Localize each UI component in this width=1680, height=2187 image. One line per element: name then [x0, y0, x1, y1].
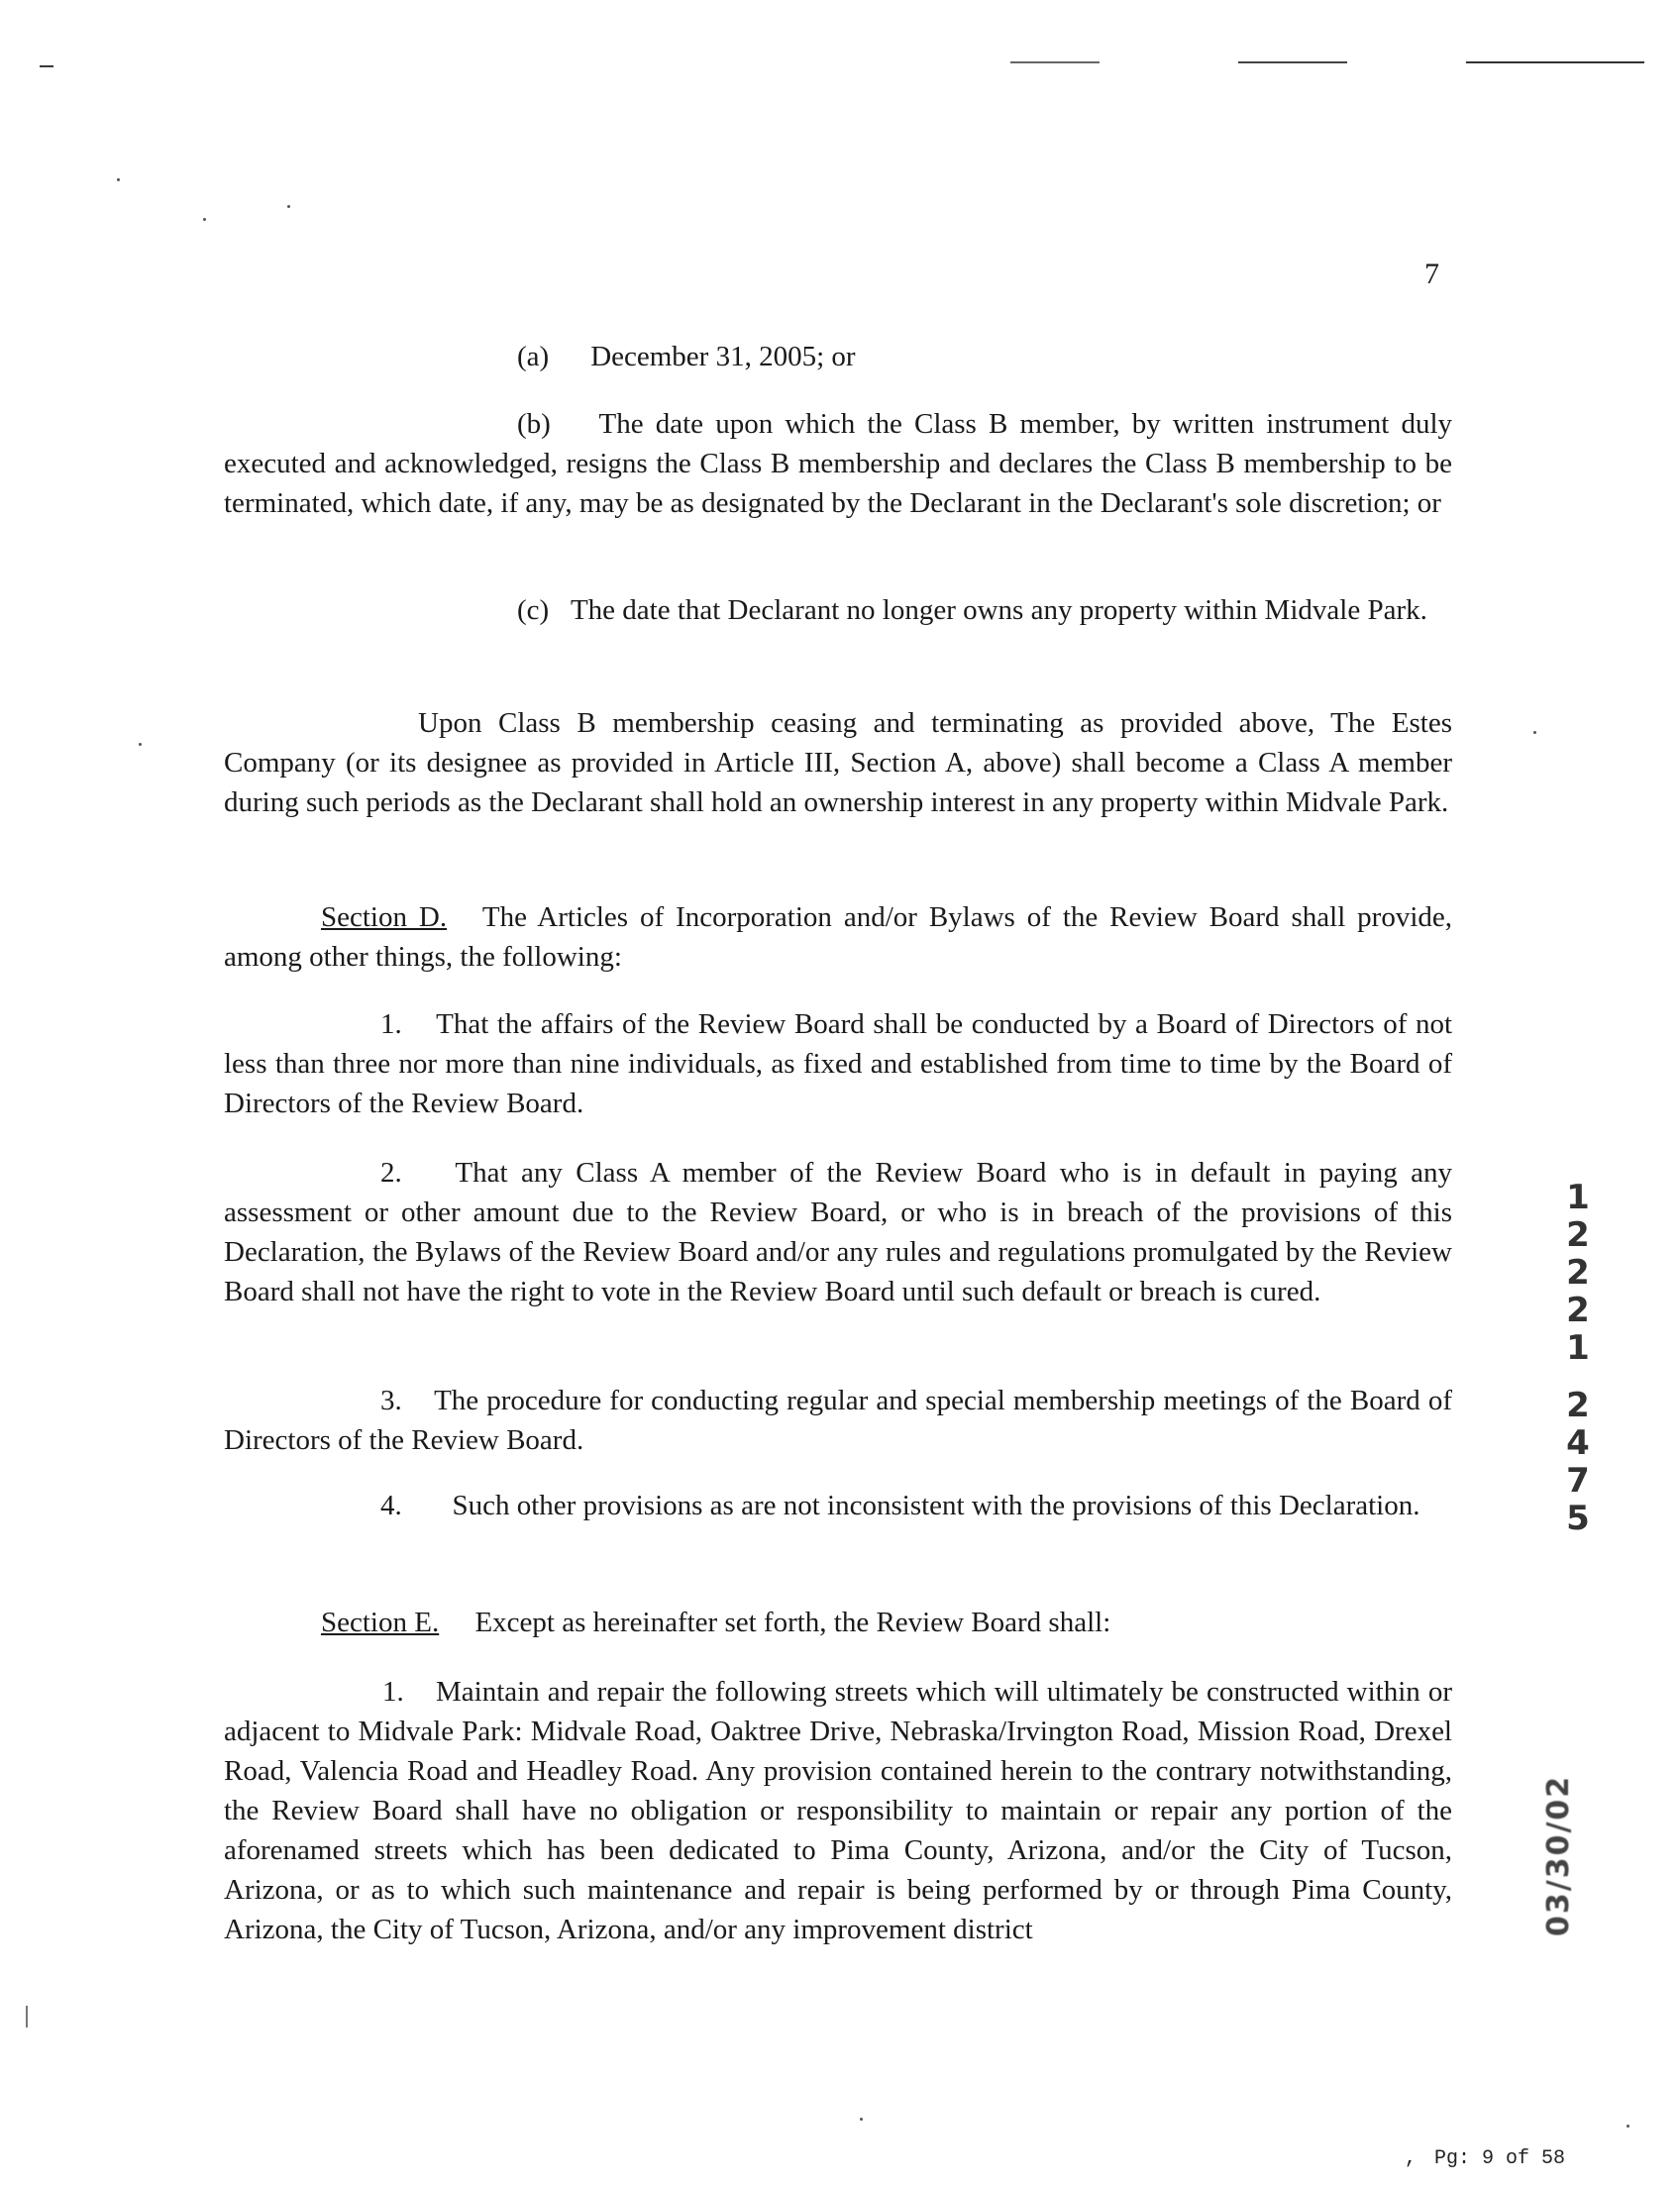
section-d-item-4: [224, 1486, 1452, 1525]
item-a-label: (a): [517, 341, 550, 372]
scan-speck: [203, 218, 206, 221]
section-e-item-1: [224, 1672, 1452, 1949]
margin-date-stamp: 03/30/02: [1541, 1774, 1576, 1936]
section-d-paragraph: [224, 897, 1452, 977]
section-e-item-1-text: Maintain and repair the following streets which will ultimately be constructed within or adjacent to Midvale Park: Midvale Road, Oaktree Drive, Nebraska/Irvington Road, Mission Road, Drexel Road, Valencia Road and Headley Road. Any provision contained herein to the contrary notwithstanding, the Review Board shall have no obligation or responsibility to maintain or repair any portion of the aforenamed streets which has been dedicated to Pima County, Arizona, and/or the City of Tucson, Arizona, or as to which such maintenance and repair is being performed by or through Pima County, Arizona, the City of Tucson, Arizona, and/or any improvement district: [224, 1676, 1453, 1945]
scan-mark: [1466, 61, 1644, 63]
stamp-digit: 4: [1566, 1423, 1590, 1463]
section-d-item-3-num: 3.: [380, 1385, 402, 1416]
margin-recording-number-bottom: [1563, 1387, 1593, 1537]
item-a: [224, 337, 1452, 376]
item-a-text: December 31, 2005; or: [590, 341, 856, 372]
section-d-heading: Section D.: [321, 901, 448, 933]
section-d-item-1: [224, 1004, 1452, 1123]
page-number: 7: [1424, 258, 1439, 290]
section-e-paragraph: [224, 1603, 1452, 1642]
section-d-item-1-text: That the affairs of the Review Board shall be conducted by a Board of Directors of not less than three nor more than nine individuals, as fixed and established from time to time by the Board of Directors of the Review Board.: [224, 1008, 1453, 1119]
stamp-digit: 5: [1566, 1499, 1590, 1538]
section-d-text: The Articles of Incorporation and/or Bylaws of the Review Board shall provide, among other things, the following:: [224, 901, 1453, 973]
section-d-item-2-num: 2.: [380, 1157, 402, 1189]
scan-mark: [1238, 61, 1347, 63]
item-b-label: (b): [517, 408, 551, 440]
section-d-item-1-num: 1.: [380, 1008, 402, 1040]
scan-mark: [1010, 61, 1100, 63]
section-d-item-4-num: 4.: [380, 1490, 402, 1521]
stamp-digit: 7: [1566, 1461, 1590, 1501]
stamp-digit: 2: [1566, 1253, 1590, 1293]
upon-paragraph-text: Upon Class B membership ceasing and terminating as provided above, The Estes Company (or its designee as provided in Article III, Section A, above) shall become a Class A member during such periods as the Declarant shall hold an ownership interest in any property within Midvale Park.: [224, 707, 1452, 818]
stamp-digit: 2: [1566, 1291, 1590, 1330]
scan-mark: [40, 65, 53, 67]
item-b: [224, 404, 1452, 523]
margin-recording-number-top: [1563, 1179, 1593, 1367]
scan-speck: [139, 743, 142, 746]
upon-paragraph: [224, 703, 1452, 822]
item-c-text: The date that Declarant no longer owns any property within Midvale Park.: [570, 594, 1427, 626]
scan-speck: [860, 2118, 863, 2121]
item-c: [224, 590, 1452, 630]
section-d-item-2: [224, 1153, 1452, 1311]
scan-speck: [117, 178, 120, 181]
section-e-text: Except as hereinafter set forth, the Review Board shall:: [474, 1607, 1111, 1638]
scan-speck: [1627, 2125, 1629, 2128]
item-c-label: (c): [517, 594, 550, 626]
stamp-digit: 1: [1566, 1328, 1590, 1368]
section-e-item-1-num: 1.: [382, 1676, 404, 1708]
section-d-item-3: [224, 1381, 1452, 1460]
scan-speck: [1533, 731, 1536, 734]
stamp-digit: 2: [1566, 1215, 1590, 1255]
page-footer: , Pg: 9 of 58: [1405, 2147, 1566, 2170]
section-d-item-2-text: That any Class A member of the Review Board who is in default in paying any assessment or other amount due to the Review Board, or who is in breach of the provisions of this Declaration, the Bylaws of the Review Board and/or any rules and regulations promulgated by the Review Board shall not have the right to vote in the Review Board until such default or breach is cured.: [224, 1157, 1453, 1307]
stamp-digit: 1: [1566, 1178, 1590, 1217]
section-e-heading: Section E.: [321, 1607, 440, 1638]
section-d-item-3-text: The procedure for conducting regular and special membership meetings of the Board of Directors of the Review Board.: [224, 1385, 1452, 1456]
section-d-item-4-text: Such other provisions as are not inconsistent with the provisions of this Declaration.: [452, 1490, 1420, 1521]
scan-mark: [26, 2006, 28, 2028]
item-b-text: The date upon which the Class B member, by written instrument duly executed and acknowledged, resigns the Class B membership and declares the Class B membership to be terminated, which date, if any, may be as designated by the Declarant in the Declarant's sole discretion; or: [224, 408, 1453, 519]
stamp-digit: 2: [1566, 1386, 1590, 1425]
scan-speck: [287, 205, 290, 208]
page-count: Pg: 9 of 58: [1434, 2147, 1566, 2170]
